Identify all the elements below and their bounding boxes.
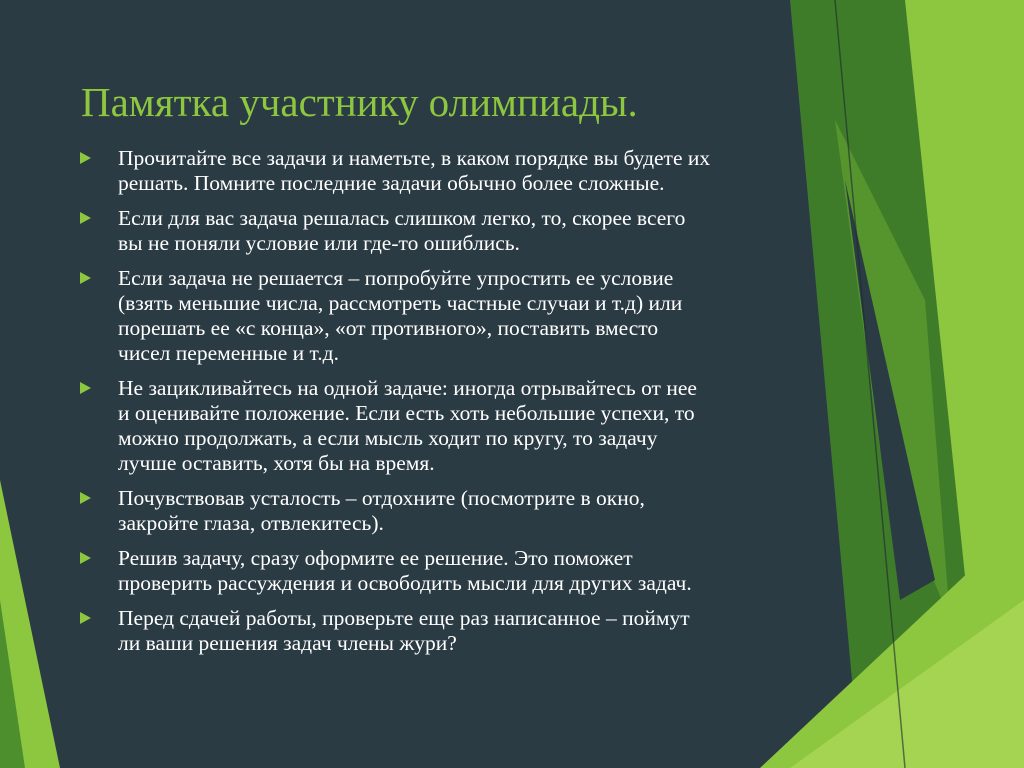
bullet-arrow-icon	[80, 492, 91, 504]
bullet-arrow-icon	[80, 152, 91, 164]
bullet-line: проверить рассуждения и освободить мысли для других задач.	[118, 571, 692, 595]
bullet-line: Если для вас задача решалась слишком легко, то, скорее всего	[118, 206, 686, 230]
bullet-line: решать. Помните последние задачи обычно более сложные.	[118, 171, 665, 195]
bullet-line: чисел переменные и т.д.	[118, 341, 339, 365]
bullet-line: Не зацикливайтесь на одной задаче: иногда отрывайтесь от нее	[118, 376, 697, 400]
bullet-arrow-icon	[80, 612, 91, 624]
bullet-arrow-icon	[80, 272, 91, 284]
bullet-line: порешать ее «с конца», «от противного», поставить вместо	[118, 316, 659, 340]
bullet-arrow-icon	[80, 212, 91, 224]
bullet-list	[80, 146, 840, 666]
bullet-line: и оценивайте положение. Если есть хоть небольшие успехи, то	[118, 401, 695, 425]
bullet-arrow-icon	[80, 382, 91, 394]
bullet-item-2	[80, 206, 840, 256]
bullet-line: можно продолжать, а если мысль ходит по кругу, то задачу	[118, 426, 658, 450]
bullet-item-4	[80, 376, 840, 476]
bullet-line: ли ваши решения задач члены жури?	[118, 631, 457, 655]
bullet-line: лучше оставить, хотя бы на время.	[118, 451, 435, 475]
bullet-line: закройте глаза, отвлекитесь).	[118, 511, 384, 535]
bullet-item-6	[80, 546, 840, 596]
bullet-line: вы не поняли условие или где-то ошиблись.	[118, 231, 520, 255]
bullet-item-3	[80, 266, 840, 366]
bullet-item-1	[80, 146, 840, 196]
bullet-line: Почувствовав усталость – отдохните (посмотрите в окно,	[118, 486, 645, 510]
slide-title: Памятка участнику олимпиады.	[81, 79, 638, 125]
bullet-line: Перед сдачей работы, проверьте еще раз написанное – поймут	[118, 606, 690, 630]
bullet-item-5	[80, 486, 840, 536]
bullet-line: Если задача не решается – попробуйте упростить ее условие	[118, 266, 674, 290]
bullet-item-7	[80, 606, 840, 656]
bullet-line: Решив задачу, сразу оформите ее решение. Это поможет	[118, 546, 633, 570]
bullet-line: Прочитайте все задачи и наметьте, в каком порядке вы будете их	[118, 146, 711, 170]
bullet-arrow-icon	[80, 552, 91, 564]
bullet-line: (взять меньшие числа, рассмотреть частные случаи и т.д) или	[118, 291, 683, 315]
